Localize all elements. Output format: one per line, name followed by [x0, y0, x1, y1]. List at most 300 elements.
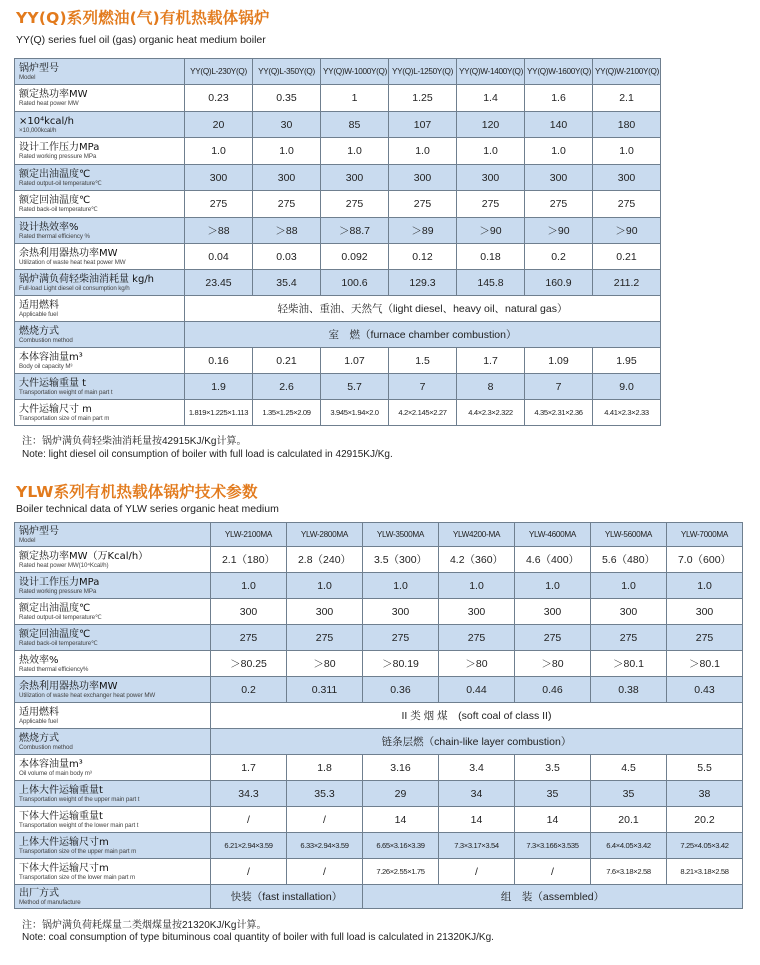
cell-value: 0.04 — [185, 244, 253, 270]
cell-value: 1.0 — [363, 573, 439, 599]
cell-value: 275 — [667, 625, 743, 651]
row-label — [15, 755, 211, 781]
cell-value: ＞90 — [457, 218, 525, 244]
cell-value: 1 — [321, 85, 389, 112]
cell-value: 1.819×1.225×1.113 — [185, 400, 253, 426]
cell-value: 85 — [321, 112, 389, 138]
row-label-en: Transportation weight of main part t — [19, 388, 113, 396]
table-row — [15, 85, 661, 112]
cell-value: ＞80 — [439, 651, 515, 677]
row-label — [15, 547, 211, 573]
cell-value: 8.21×3.18×2.58 — [667, 859, 743, 885]
row-label-cn: 额定出油温度℃ — [19, 168, 91, 180]
cell-value: 275 — [591, 625, 667, 651]
row-label-en: Transportation size of main part m — [19, 414, 110, 422]
row-label-cn: 本体容油量m³ — [19, 758, 83, 770]
header-row — [15, 59, 661, 85]
cell-value: ＞80 — [287, 651, 363, 677]
cell-value: 6.4×4.05×3.42 — [591, 833, 667, 859]
cell-value: 0.44 — [439, 677, 515, 703]
row-label — [15, 244, 185, 270]
cell-value: 275 — [525, 191, 593, 218]
cell-value: 20 — [185, 112, 253, 138]
row-label-en: Transportation weight of the upper main part t — [19, 795, 140, 803]
cell-value: 0.092 — [321, 244, 389, 270]
model-name: YY(Q)L-1250Y(Q) — [389, 59, 457, 85]
row-label — [15, 651, 211, 677]
table-row — [15, 244, 661, 270]
row-label-en: Rated output-oil temperature℃ — [19, 179, 102, 187]
cell-value: 1.6 — [525, 85, 593, 112]
row-label-en: Applicable fuel — [19, 717, 58, 725]
cell-value: 4.4×2.3×2.322 — [457, 400, 525, 426]
cell-value: 2.1 — [593, 85, 661, 112]
row-label — [15, 599, 211, 625]
row-label-en: Utilization of waste heat exchanger heat power MW — [19, 691, 156, 699]
row-label-cn: 本体容油量m³ — [19, 351, 83, 363]
cell-value: 1.0 — [667, 573, 743, 599]
cell-value: ＞80 — [515, 651, 591, 677]
cell-value: 107 — [389, 112, 457, 138]
cell-value: 35 — [591, 781, 667, 807]
model-name: YLW-7000MA — [667, 523, 743, 547]
cell-value: 300 — [439, 599, 515, 625]
table-row — [15, 191, 661, 218]
table-row — [15, 138, 661, 165]
cell-value: 1.07 — [321, 348, 389, 374]
cell-value: 0.03 — [253, 244, 321, 270]
cell-value: 0.21 — [593, 244, 661, 270]
cell-value: 1.7 — [211, 755, 287, 781]
cell-value: 300 — [389, 165, 457, 191]
cell-value: 275 — [515, 625, 591, 651]
cell-value: 4.6（400） — [515, 547, 591, 573]
cell-value: 0.36 — [363, 677, 439, 703]
row-label — [15, 270, 185, 296]
cell-value: 7.6×3.18×2.58 — [591, 859, 667, 885]
row-label-cn: 额定出油温度℃ — [19, 602, 91, 614]
cell-value: 30 — [253, 112, 321, 138]
cell-value: 4.2×2.145×2.27 — [389, 400, 457, 426]
row-label-en: Method of manufacture — [19, 898, 81, 906]
cell-value: 0.12 — [389, 244, 457, 270]
row-label-cn: 余热利用器热功率MW — [19, 680, 118, 692]
row-label-cn: 锅炉满负荷轻柴油消耗量 kg/h — [19, 273, 155, 285]
cell-value: 275 — [321, 191, 389, 218]
row-label-cn: 上体大件运输尺寸m — [19, 836, 109, 848]
row-label-cn: 额定回油温度℃ — [19, 628, 91, 640]
merged-value: 室 燃（furnace chamber combustion） — [185, 322, 661, 348]
model-header-cn: 锅炉型号 — [19, 525, 59, 537]
row-label — [15, 625, 211, 651]
split-value: 快装（fast installation） — [211, 885, 363, 909]
table-row — [15, 807, 743, 833]
row-label-en: Rated thermal efficiency% — [19, 665, 89, 673]
cell-value: 1.7 — [457, 348, 525, 374]
cell-value: 1.0 — [253, 138, 321, 165]
model-name: YY(Q)W-2100Y(Q) — [593, 59, 661, 85]
cell-value: 8 — [457, 374, 525, 400]
row-label — [15, 729, 211, 755]
row-label — [15, 400, 185, 426]
cell-value: 1.0 — [287, 573, 363, 599]
row-label-en: Combustion method — [19, 336, 73, 344]
row-label-cn: 燃烧方式 — [19, 732, 59, 744]
cell-value: 275 — [287, 625, 363, 651]
cell-value: 0.2 — [525, 244, 593, 270]
row-label — [15, 85, 185, 112]
cell-value: 1.09 — [525, 348, 593, 374]
row-label-cn: 设计热效率% — [19, 221, 79, 233]
cell-value: 0.43 — [667, 677, 743, 703]
cell-value: 5.6（480） — [591, 547, 667, 573]
table-row — [15, 374, 661, 400]
cell-value: ＞90 — [525, 218, 593, 244]
cell-value: 20.2 — [667, 807, 743, 833]
ylw-note-en: Note: coal consumption of type bituminous coal quantity of boiler with full load is calculated in 21320KJ/Kg. — [22, 932, 494, 943]
cell-value: 1.0 — [321, 138, 389, 165]
cell-value: 7.26×2.55×1.75 — [363, 859, 439, 885]
cell-value: 34 — [439, 781, 515, 807]
cell-value: 180 — [593, 112, 661, 138]
row-label-cn: 适用燃料 — [19, 299, 59, 311]
cell-value: ＞88.7 — [321, 218, 389, 244]
cell-value: 1.0 — [211, 573, 287, 599]
model-header-en: Model — [19, 73, 36, 81]
cell-value: 2.6 — [253, 374, 321, 400]
cell-value: / — [439, 859, 515, 885]
table-row — [15, 885, 743, 909]
cell-value: 2.1（180） — [211, 547, 287, 573]
cell-value: 300 — [253, 165, 321, 191]
cell-value: 300 — [457, 165, 525, 191]
cell-value: 300 — [321, 165, 389, 191]
merged-value: 链条层燃（chain-like layer combustion） — [211, 729, 743, 755]
cell-value: 7.3×3.166×3.535 — [515, 833, 591, 859]
row-label-cn: 热效率% — [19, 654, 59, 666]
cell-value: 7 — [389, 374, 457, 400]
yyq-note-en: Note: light diesel oil consumption of boiler with full load is calculated in 42915KJ/Kg. — [22, 449, 393, 460]
cell-value: 4.2（360） — [439, 547, 515, 573]
cell-value: 3.16 — [363, 755, 439, 781]
row-label-cn: 额定热功率MW（万Kcal/h） — [19, 550, 149, 562]
cell-value: ＞80.1 — [667, 651, 743, 677]
table-row — [15, 218, 661, 244]
cell-value: 2.8（240） — [287, 547, 363, 573]
cell-value: 211.2 — [593, 270, 661, 296]
model-name: YLW-5600MA — [591, 523, 667, 547]
yyq-note-cn: 注：锅炉满负荷轻柴油消耗量按42915KJ/Kg计算。 — [22, 436, 247, 447]
cell-value: ＞80.25 — [211, 651, 287, 677]
row-label-en: Utilization of waste heat heat power MW — [19, 258, 126, 266]
row-label — [15, 296, 185, 322]
cell-value: 35.3 — [287, 781, 363, 807]
cell-value: 275 — [593, 191, 661, 218]
cell-value: / — [515, 859, 591, 885]
model-name: YLW-2100MA — [211, 523, 287, 547]
table-row — [15, 729, 743, 755]
cell-value: 0.21 — [253, 348, 321, 374]
row-label-cn: 余热利用器热功率MW — [19, 247, 118, 259]
cell-value: 38 — [667, 781, 743, 807]
cell-value: ＞80.1 — [591, 651, 667, 677]
table-row — [15, 296, 661, 322]
yyq-spec-table — [14, 58, 661, 426]
row-label-cn: 上体大件运输重量t — [19, 784, 103, 796]
cell-value: / — [211, 859, 287, 885]
row-label-en: Applicable fuel — [19, 310, 58, 318]
row-label-cn: 设计工作压力MPa — [19, 142, 100, 153]
cell-value: 1.4 — [457, 85, 525, 112]
row-label — [15, 573, 211, 599]
model-header — [15, 59, 185, 85]
cell-value: 275 — [457, 191, 525, 218]
cell-value: ＞89 — [389, 218, 457, 244]
cell-value: 3.945×1.94×2.0 — [321, 400, 389, 426]
cell-value: / — [287, 859, 363, 885]
cell-value: ＞80.19 — [363, 651, 439, 677]
cell-value: ＞88 — [253, 218, 321, 244]
cell-value: 0.46 — [515, 677, 591, 703]
cell-value: ＞88 — [185, 218, 253, 244]
cell-value: 100.6 — [321, 270, 389, 296]
cell-value: 275 — [211, 625, 287, 651]
cell-value: 300 — [593, 165, 661, 191]
row-label-cn: 适用燃料 — [19, 706, 59, 718]
split-value: 组 装（assembled） — [363, 885, 743, 909]
cell-value: 1.0 — [457, 138, 525, 165]
cell-value: 129.3 — [389, 270, 457, 296]
cell-value: 6.21×2.94×3.59 — [211, 833, 287, 859]
table-row — [15, 400, 661, 426]
row-label — [15, 218, 185, 244]
row-label-en: Rated heat power MW — [19, 100, 79, 107]
model-header — [15, 523, 211, 547]
cell-value: 1.8 — [287, 755, 363, 781]
cell-value: 1.0 — [389, 138, 457, 165]
cell-value: 6.65×3.16×3.39 — [363, 833, 439, 859]
cell-value: 275 — [185, 191, 253, 218]
ylw-note-cn: 注：锅炉满负荷耗煤量二类烟煤量按21320KJ/Kg计算。 — [22, 920, 267, 931]
model-name: YY(Q)W-1400Y(Q) — [457, 59, 525, 85]
cell-value: 275 — [363, 625, 439, 651]
row-label-en: Transportation size of the upper main part m — [19, 847, 137, 855]
cell-value: 0.311 — [287, 677, 363, 703]
cell-value: 4.35×2.31×2.36 — [525, 400, 593, 426]
cell-value: 29 — [363, 781, 439, 807]
cell-value: 34.3 — [211, 781, 287, 807]
row-label — [15, 703, 211, 729]
cell-value: 3.5 — [515, 755, 591, 781]
model-name: YY(Q)W-1000Y(Q) — [321, 59, 389, 85]
table-row — [15, 651, 743, 677]
cell-value: 0.18 — [457, 244, 525, 270]
table-row — [15, 112, 661, 138]
cell-value: 7.25×4.05×3.42 — [667, 833, 743, 859]
row-label — [15, 165, 185, 191]
table-row — [15, 625, 743, 651]
cell-value: 1.5 — [389, 348, 457, 374]
table-row — [15, 703, 743, 729]
yyq-subtitle: YY(Q) series fuel oil (gas) organic heat medium boiler — [16, 34, 266, 46]
row-label-cn: 大件运输重量 t — [19, 377, 87, 389]
row-label — [15, 807, 211, 833]
model-name: YLW-4600MA — [515, 523, 591, 547]
cell-value: 23.45 — [185, 270, 253, 296]
cell-value: 1.25 — [389, 85, 457, 112]
model-name: YY(Q)L-350Y(Q) — [253, 59, 321, 85]
row-label — [15, 859, 211, 885]
cell-value: 0.38 — [591, 677, 667, 703]
model-name: YLW-2800MA — [287, 523, 363, 547]
cell-value: 7 — [525, 374, 593, 400]
cell-value: / — [287, 807, 363, 833]
ylw-spec-table — [14, 522, 743, 909]
row-label — [15, 781, 211, 807]
cell-value: 35 — [515, 781, 591, 807]
row-label-en: Rated heat power MW(10⁴Kcal/h) — [19, 561, 109, 569]
cell-value: 0.23 — [185, 85, 253, 112]
merged-value: II 类 烟 煤 (soft coal of class II) — [211, 703, 743, 729]
row-label-cn: 下体大件运输尺寸m — [19, 862, 109, 874]
row-label — [15, 322, 185, 348]
table-row — [15, 270, 661, 296]
table-row — [15, 165, 661, 191]
row-label-en: Rated back-oil temperature℃ — [19, 639, 98, 647]
row-label — [15, 677, 211, 703]
cell-value: 300 — [185, 165, 253, 191]
cell-value: 7.3×3.17×3.54 — [439, 833, 515, 859]
cell-value: 0.35 — [253, 85, 321, 112]
cell-value: 9.0 — [593, 374, 661, 400]
model-name: YLW-3500MA — [363, 523, 439, 547]
row-label-cn: 设计工作压力MPa — [19, 576, 100, 588]
cell-value: 3.4 — [439, 755, 515, 781]
row-label-en: Transportation size of the lower main part m — [19, 873, 136, 881]
row-label — [15, 191, 185, 218]
model-header-cn: 锅炉型号 — [19, 62, 59, 74]
cell-value: 1.95 — [593, 348, 661, 374]
table-row — [15, 547, 743, 573]
table-row — [15, 755, 743, 781]
row-label-en: Rated output-oil temperature℃ — [19, 613, 102, 621]
row-label-cn: ×10⁴kcal/h — [19, 115, 75, 127]
table-row — [15, 781, 743, 807]
cell-value: 7.0（600） — [667, 547, 743, 573]
model-name: YLW4200-MA — [439, 523, 515, 547]
table-row — [15, 599, 743, 625]
model-name: YY(Q)L-230Y(Q) — [185, 59, 253, 85]
cell-value: 300 — [591, 599, 667, 625]
cell-value: 4.41×2.3×2.33 — [593, 400, 661, 426]
cell-value: 160.9 — [525, 270, 593, 296]
cell-value: 0.2 — [211, 677, 287, 703]
cell-value: ＞90 — [593, 218, 661, 244]
row-label-en: Combustion method — [19, 743, 73, 751]
table-row — [15, 677, 743, 703]
cell-value: 20.1 — [591, 807, 667, 833]
row-label-en: Rated working pressure MPa — [19, 587, 97, 595]
row-label-en: Body oil capacity M³ — [19, 362, 73, 370]
cell-value: 3.5（300） — [363, 547, 439, 573]
row-label — [15, 138, 185, 165]
table-row — [15, 573, 743, 599]
row-label-cn: 燃烧方式 — [19, 325, 59, 337]
cell-value: 1.0 — [515, 573, 591, 599]
yyq-title: YY(Q)系列燃油(气)有机热载体锅炉 — [16, 9, 270, 27]
cell-value: 275 — [253, 191, 321, 218]
cell-value: 6.33×2.94×3.59 — [287, 833, 363, 859]
cell-value: 300 — [211, 599, 287, 625]
row-label — [15, 112, 185, 138]
row-label-cn: 额定回油温度℃ — [19, 195, 91, 206]
cell-value: 1.9 — [185, 374, 253, 400]
merged-value: 轻柴油、重油、天然气（light diesel、heavy oil、natural gas） — [185, 296, 661, 322]
row-label — [15, 833, 211, 859]
cell-value: 300 — [667, 599, 743, 625]
cell-value: 1.0 — [593, 138, 661, 165]
row-label — [15, 885, 211, 909]
cell-value: 1.0 — [525, 138, 593, 165]
cell-value: 1.0 — [439, 573, 515, 599]
cell-value: 275 — [389, 191, 457, 218]
row-label-en: Transportation weight of the lower main part t — [19, 821, 139, 829]
cell-value: 5.5 — [667, 755, 743, 781]
row-label-en: Full-load Light diesel oil consumption kg/h — [19, 284, 130, 292]
row-label-cn: 出厂方式 — [19, 887, 59, 899]
model-name: YY(Q)W-1600Y(Q) — [525, 59, 593, 85]
header-row — [15, 523, 743, 547]
cell-value: 1.35×1.25×2.09 — [253, 400, 321, 426]
row-label-en: ×10,000kcal/h — [19, 126, 57, 134]
cell-value: 1.0 — [591, 573, 667, 599]
ylw-subtitle: Boiler technical data of YLW series organic heat medium — [16, 503, 279, 515]
cell-value: 35.4 — [253, 270, 321, 296]
cell-value: 300 — [525, 165, 593, 191]
cell-value: 300 — [287, 599, 363, 625]
table-row — [15, 859, 743, 885]
row-label — [15, 374, 185, 400]
cell-value: 275 — [439, 625, 515, 651]
cell-value: 300 — [515, 599, 591, 625]
row-label-en: Rated thermal efficiency % — [19, 232, 90, 240]
cell-value: 145.8 — [457, 270, 525, 296]
row-label-en: Rated working pressure MPa — [19, 153, 97, 160]
cell-value: 0.16 — [185, 348, 253, 374]
cell-value: 14 — [439, 807, 515, 833]
row-label-cn: 大件运输尺寸 m — [19, 403, 92, 415]
table-row — [15, 833, 743, 859]
row-label-en: Oil volume of main body m³ — [19, 769, 92, 777]
cell-value: 4.5 — [591, 755, 667, 781]
ylw-title: YLW系列有机热载体锅炉技术参数 — [16, 483, 258, 501]
cell-value: 1.0 — [185, 138, 253, 165]
table-row — [15, 322, 661, 348]
cell-value: 14 — [363, 807, 439, 833]
row-label-en: Rated back-oil temperature℃ — [19, 206, 98, 213]
model-header-en: Model — [19, 536, 36, 544]
table-row — [15, 348, 661, 374]
cell-value: / — [211, 807, 287, 833]
row-label-cn: 下体大件运输重量t — [19, 810, 103, 822]
cell-value: 5.7 — [321, 374, 389, 400]
cell-value: 120 — [457, 112, 525, 138]
row-label-cn: 额定热功率MW — [19, 89, 88, 100]
row-label — [15, 348, 185, 374]
cell-value: 14 — [515, 807, 591, 833]
cell-value: 140 — [525, 112, 593, 138]
cell-value: 300 — [363, 599, 439, 625]
